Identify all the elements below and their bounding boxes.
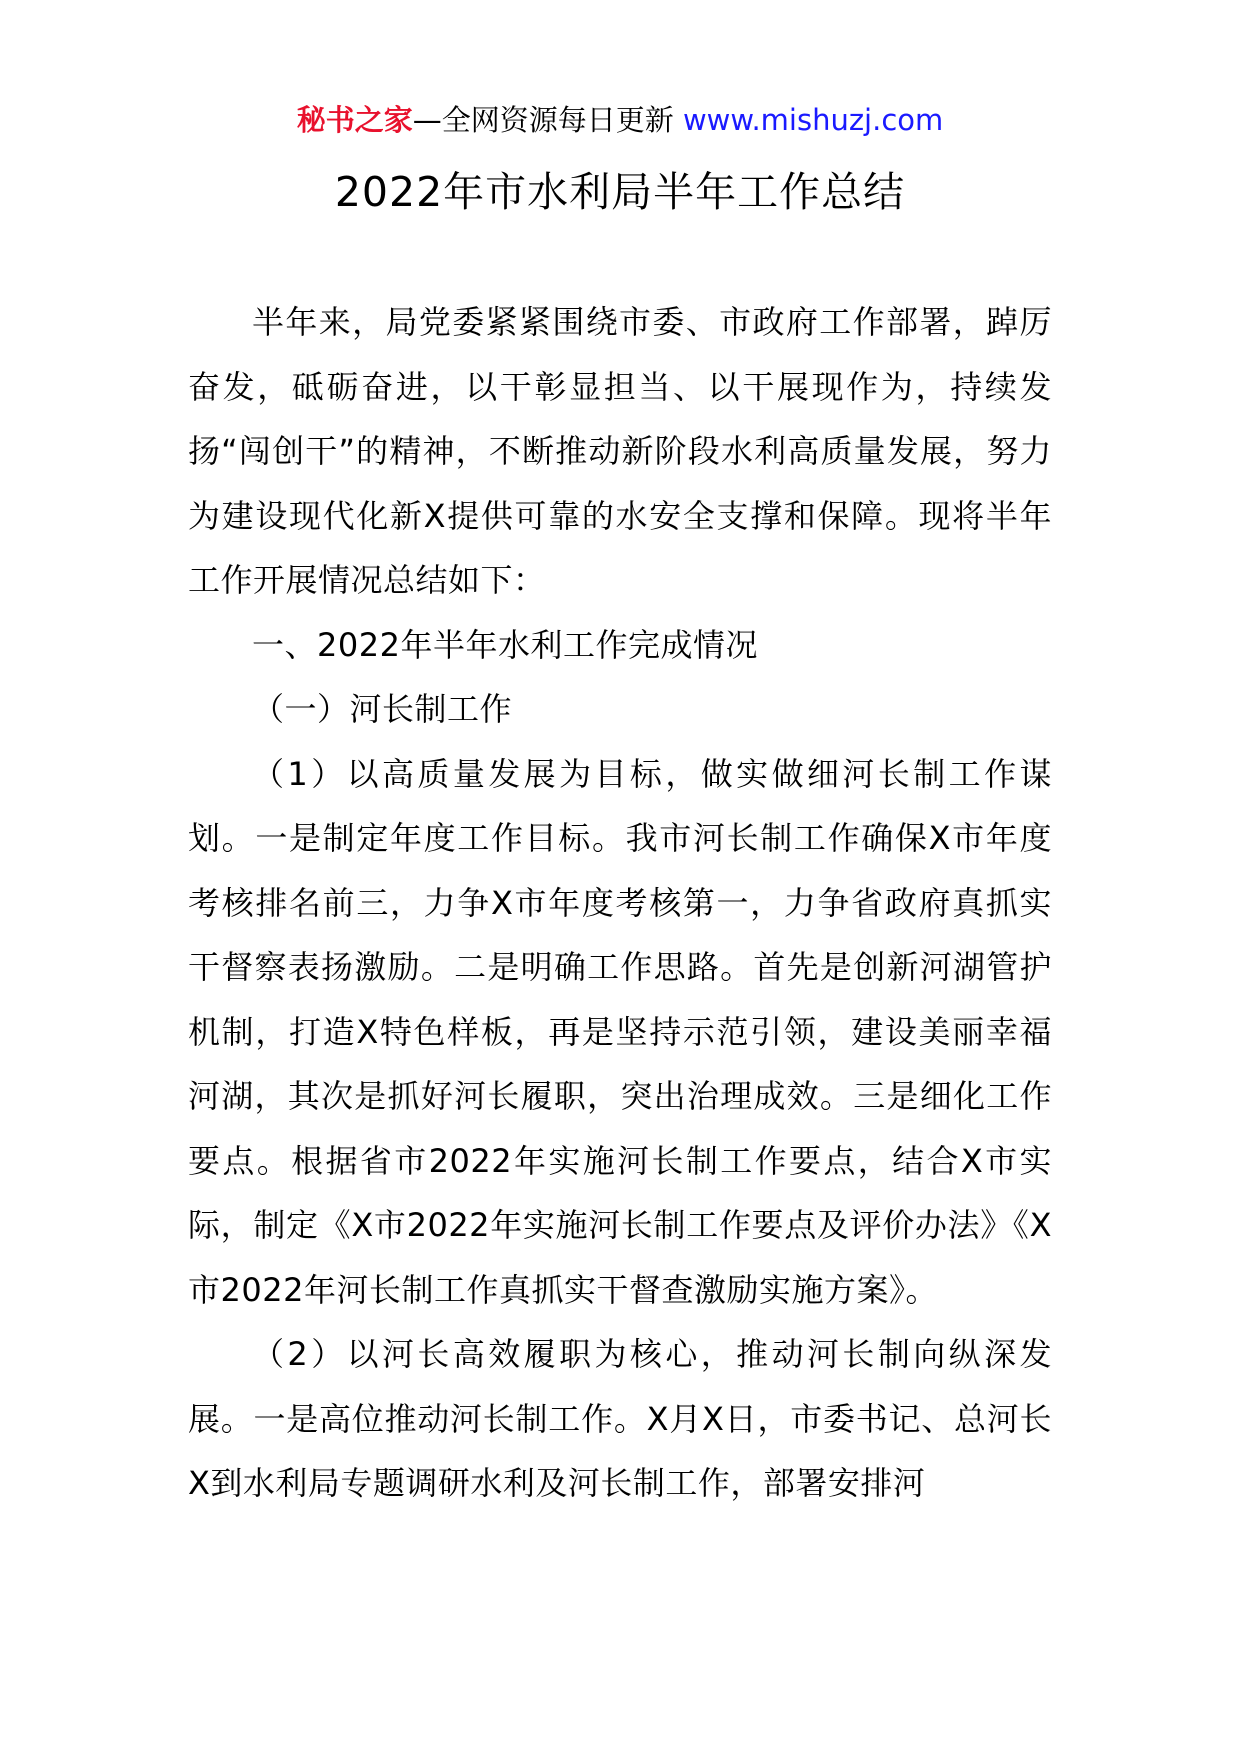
section-heading-1: 一、2022年半年水利工作完成情况	[252, 625, 758, 664]
body-paragraph: （2）以河长高效履职为核心，推动河长制向纵深发展。一是高位推动河长制工作。X月X日，市委书记、总河长X到水利局专题调研水利及河长制工作，部署安排河	[188, 1335, 1052, 1502]
brand-name: 秘书之家	[296, 103, 413, 137]
site-url-link[interactable]: www.mishuzj.com	[682, 103, 944, 137]
header-slogan: —全网资源每日更新	[412, 103, 683, 137]
intro-paragraph: 半年来，局党委紧紧围绕市委、市政府工作部署，踔厉奋发，砥砺奋进，以干彰显担当、以干展现作为，持续发扬“闯创干”的精神，不断推动新阶段水利高质量发展，努力为建设现代化新X提供可靠的水安全支撑和保障。现将半年工作开展情况总结如下：	[188, 303, 1052, 599]
watermark-header	[0, 100, 1240, 140]
document-body	[188, 290, 1052, 1516]
body-paragraph: （1）以高质量发展为目标，做实做细河长制工作谋划。一是制定年度工作目标。我市河长制工作确保X市年度考核排名前三，力争X市年度考核第一，力争省政府真抓实干督察表扬激励。二是明确工作思路。首先是创新河湖管护机制，打造X特色样板，再是坚持示范引领，建设美丽幸福河湖，其次是抓好河长履职，突出治理成效。三是细化工作要点。根据省市2022年实施河长制工作要点，结合X市实际，制定《X市2022年实施河长制工作要点及评价办法》《X市2022年河长制工作真抓实干督查激励实施方案》。	[188, 754, 1052, 1309]
subsection-heading-1: （一）河长制工作	[252, 690, 513, 728]
document-title: 2022年市水利局半年工作总结	[334, 168, 906, 216]
